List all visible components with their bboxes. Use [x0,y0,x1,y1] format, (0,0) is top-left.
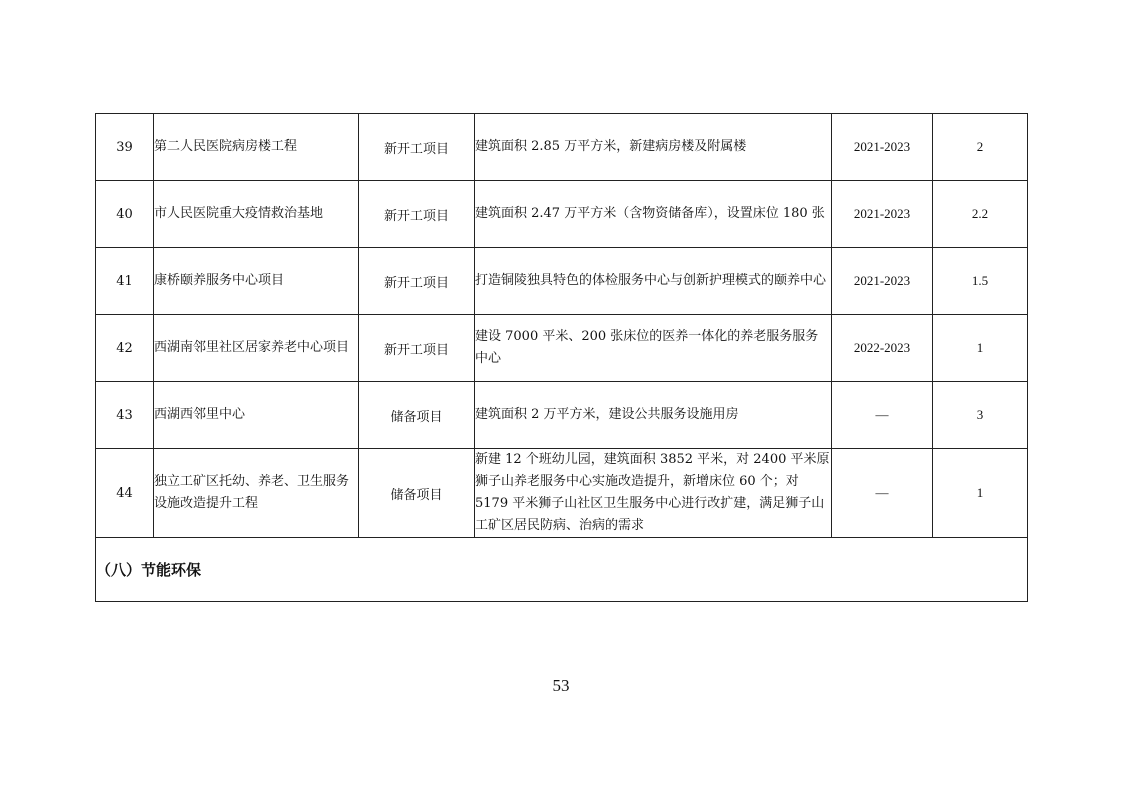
row-number: 40 [96,181,154,248]
section-row [96,538,1028,602]
page-number: 53 [552,676,570,695]
project-table [95,113,1028,602]
row-number: 42 [96,315,154,382]
project-content: 建筑面积 2.47 万平方米（含物资储备库），设置床位 180 张 [475,181,832,248]
project-investment: 3 [933,382,1028,449]
project-content: 打造铜陵独具特色的体检服务中心与创新护理模式的颐养中心 [475,248,832,315]
table-row [96,315,1028,382]
table-row [96,449,1028,538]
project-period: — [832,382,933,449]
project-content: 建筑面积 2 万平方米，建设公共服务设施用房 [475,382,832,449]
project-investment: 2.2 [933,181,1028,248]
table-row [96,382,1028,449]
project-type: 新开工项目 [359,114,475,181]
table-row [96,181,1028,248]
row-number: 39 [96,114,154,181]
project-type: 新开工项目 [359,315,475,382]
project-type: 新开工项目 [359,248,475,315]
project-name: 西湖西邻里中心 [154,382,359,449]
project-investment: 2 [933,114,1028,181]
project-investment: 1.5 [933,248,1028,315]
table-row [96,248,1028,315]
row-number: 43 [96,382,154,449]
project-period: 2021-2023 [832,114,933,181]
row-number: 41 [96,248,154,315]
project-name: 独立工矿区托幼、养老、卫生服务设施改造提升工程 [154,449,359,538]
section-heading: （八）节能环保 [96,538,1028,602]
row-number: 44 [96,449,154,538]
project-name: 第二人民医院病房楼工程 [154,114,359,181]
project-period: 2022-2023 [832,315,933,382]
project-period: 2021-2023 [832,181,933,248]
project-name: 康桥颐养服务中心项目 [154,248,359,315]
table-row [96,114,1028,181]
project-content: 建设 7000 平米、200 张床位的医养一体化的养老服务服务中心 [475,315,832,382]
project-type: 储备项目 [359,382,475,449]
project-investment: 1 [933,315,1028,382]
project-period: 2021-2023 [832,248,933,315]
project-type: 储备项目 [359,449,475,538]
project-name: 西湖南邻里社区居家养老中心项目 [154,315,359,382]
project-name: 市人民医院重大疫情救治基地 [154,181,359,248]
project-period: — [832,449,933,538]
project-investment: 1 [933,449,1028,538]
project-content: 新建 12 个班幼儿园，建筑面积 3852 平米，对 2400 平米原狮子山养老服务中心实施改造提升，新增床位 60 个；对 5179 平米狮子山社区卫生服务中心进行改扩建，满足狮子山工矿区居民防病、治病的需求 [475,449,832,538]
project-type: 新开工项目 [359,181,475,248]
project-content: 建筑面积 2.85 万平方米，新建病房楼及附属楼 [475,114,832,181]
